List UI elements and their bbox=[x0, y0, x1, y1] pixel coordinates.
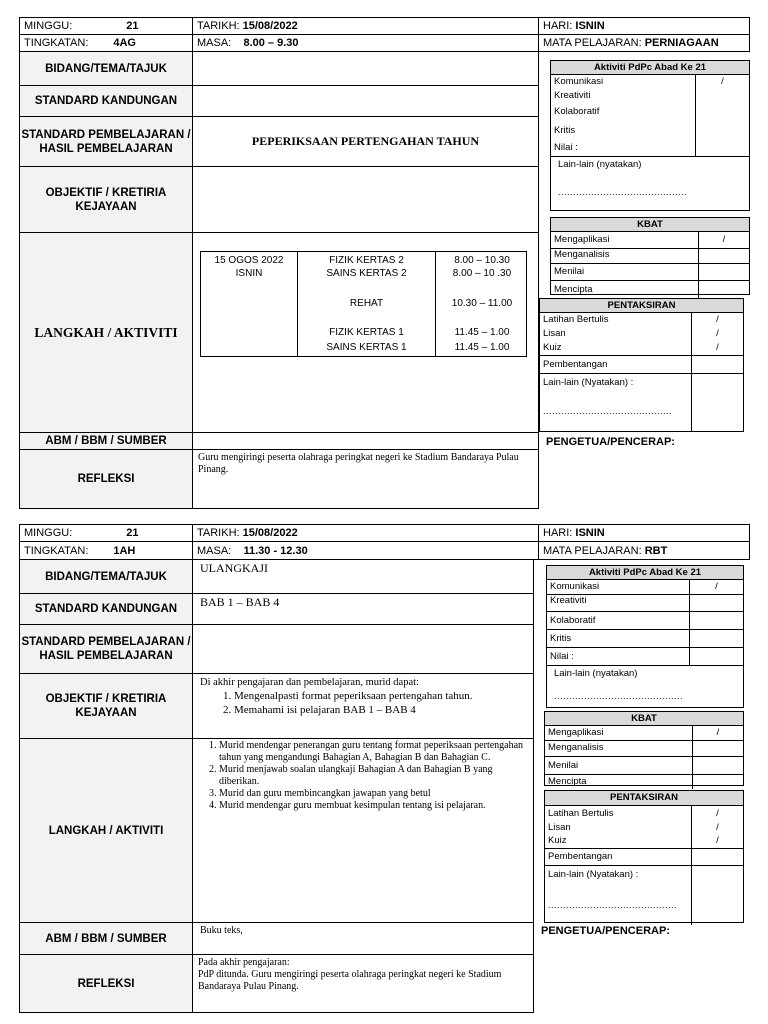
objektif-intro: Di akhir pengajaran dan pembelajaran, murid dapat: bbox=[200, 677, 419, 688]
masa-label: MASA: bbox=[197, 37, 232, 49]
langkah-label: LANGKAH / AKTIVITI bbox=[19, 738, 193, 923]
kbat-item: Mengaplikasi bbox=[548, 727, 604, 738]
objektif-label: OBJEKTIF / KRETIRIA KEJAYAAN bbox=[19, 673, 193, 739]
abad-dots: ........................................... bbox=[554, 691, 684, 701]
tingkatan-label: TINGKATAN: bbox=[24, 544, 89, 557]
tick-mark: / bbox=[698, 232, 749, 248]
tingkatan-label: TINGKATAN: bbox=[24, 37, 89, 49]
tick-mark: / bbox=[695, 75, 749, 89]
kbat-item: Menganalisis bbox=[554, 249, 610, 260]
minggu-cell bbox=[19, 524, 193, 542]
abad-item: Nilai : bbox=[554, 142, 578, 153]
exam-time: 10.30 – 11.00 bbox=[451, 298, 513, 309]
mata-label: MATA PELAJARAN: bbox=[543, 544, 642, 557]
minggu-cell bbox=[19, 17, 193, 35]
refleksi-content bbox=[192, 954, 534, 1013]
pentaksiran-title: PENTAKSIRAN bbox=[540, 299, 743, 313]
tarikh-value: 15/08/2022 bbox=[242, 527, 298, 539]
standard-kandungan-label: STANDARD KANDUNGAN bbox=[19, 593, 193, 625]
bidang-label: BIDANG/TEMA/TAJUK bbox=[19, 51, 193, 86]
exam-time: 8.00 – 10 .30 bbox=[452, 268, 512, 279]
abad-item: Kolaboratif bbox=[550, 615, 596, 626]
pengetua-label: PENGETUA/PENCERAP: bbox=[546, 436, 675, 448]
kbat-item: Menganalisis bbox=[548, 742, 604, 753]
exam-day: ISNIN bbox=[235, 268, 263, 279]
pentaksiran-item: Kuiz bbox=[543, 342, 562, 353]
refleksi-head: Pada akhir pengajaran: bbox=[198, 957, 290, 968]
exam-date: 15 OGOS 2022 bbox=[214, 255, 284, 266]
kbat-item: Mencipta bbox=[554, 284, 593, 295]
exam-time: 8.00 – 10.30 bbox=[454, 255, 510, 266]
minggu-label: MINGGU: bbox=[24, 527, 73, 539]
pentaksiran-item: Latihan Bertulis bbox=[548, 808, 614, 819]
tingkatan-value: 4AG bbox=[113, 37, 136, 49]
pentaksiran-dots: ........................................... bbox=[548, 900, 678, 910]
abm-label: ABM / BBM / SUMBER bbox=[19, 432, 193, 450]
standard-pembelajaran-label: STANDARD PEMBELAJARAN / HASIL PEMBELAJARAN bbox=[19, 624, 193, 674]
minggu-value: 21 bbox=[126, 527, 139, 539]
pentaksiran-item: Pembentangan bbox=[548, 851, 613, 862]
kbat-title: KBAT bbox=[551, 218, 749, 232]
standard-pembelajaran-label: STANDARD PEMBELAJARAN / HASIL PEMBELAJARAN bbox=[19, 116, 193, 167]
bidang-content: ULANGKAJI bbox=[192, 559, 534, 594]
pentaksiran-item: Lisan bbox=[548, 822, 571, 833]
pentaksiran-item: Lisan bbox=[543, 328, 566, 339]
abad-lain: Lain-lain (nyatakan) bbox=[558, 159, 642, 170]
hari-value: ISNIN bbox=[575, 527, 605, 539]
abm-content bbox=[192, 432, 539, 450]
objektif-item: 2. Memahami isi pelajaran BAB 1 – BAB 4 bbox=[234, 703, 526, 717]
kbat-box bbox=[550, 217, 750, 295]
pentaksiran-dots: ........................................... bbox=[543, 406, 673, 416]
tingkatan-value: 1AH bbox=[113, 544, 136, 557]
objektif-item: 1. Mengenalpasti format peperiksaan pertengahan tahun. bbox=[234, 689, 526, 703]
tingkatan-cell bbox=[19, 34, 193, 52]
standard-kandungan-label: STANDARD KANDUNGAN bbox=[19, 85, 193, 117]
abad-item: Kritis bbox=[550, 633, 572, 644]
abad-item: Kolaboratif bbox=[554, 106, 600, 117]
abad-21-box bbox=[546, 565, 744, 708]
tarikh-label: TARIKH: bbox=[197, 527, 240, 539]
pentaksiran-item: Latihan Bertulis bbox=[543, 314, 609, 325]
refleksi-label: REFLEKSI bbox=[19, 449, 193, 509]
hari-cell bbox=[538, 17, 750, 35]
abad-item: Kreativiti bbox=[554, 90, 591, 101]
standard-pembelajaran-content bbox=[192, 624, 534, 674]
langkah-item: 1. Murid mendengar penerangan guru tentang format peperiksaan pertengahan tahun yang mengandungi Bahagian A, Bahagian B dan Bahagian C. bbox=[219, 740, 529, 764]
objektif-content bbox=[192, 166, 539, 233]
abad-lain: Lain-lain (nyatakan) bbox=[554, 668, 638, 679]
refleksi-text: PdP ditunda. Guru mengiringi peserta olahraga peringkat negeri ke Stadium Bandaraya Pulau Pinang. bbox=[198, 969, 502, 992]
abad-item: Komunikasi bbox=[550, 581, 600, 592]
masa-cell bbox=[192, 34, 539, 52]
exam-paper: SAINS KERTAS 2 bbox=[326, 268, 407, 279]
exam-paper: FIZIK KERTAS 2 bbox=[329, 255, 404, 266]
pentaksiran-title: PENTAKSIRAN bbox=[545, 791, 743, 806]
abad-dots: ........................................... bbox=[558, 187, 688, 197]
kbat-title: KBAT bbox=[545, 712, 743, 726]
hari-label: HARI: bbox=[543, 20, 573, 32]
tarikh-value: 15/08/2022 bbox=[242, 20, 298, 32]
bidang-content bbox=[192, 51, 539, 86]
langkah-item: 4. Murid mendengar guru membuat kesimpulan tentang isi pelajaran. bbox=[219, 800, 529, 812]
mata-value: PERNIAGAAN bbox=[644, 37, 719, 49]
kbat-box bbox=[544, 711, 744, 786]
masa-cell bbox=[192, 541, 539, 560]
abad-item: Kreativiti bbox=[550, 595, 587, 606]
abad-item: Kritis bbox=[554, 125, 576, 136]
masa-value: 11.30 - 12.30 bbox=[243, 544, 308, 557]
hari-label: HARI: bbox=[543, 527, 573, 539]
exam-paper: REHAT bbox=[349, 298, 384, 309]
pengetua-label: PENGETUA/PENCERAP: bbox=[541, 925, 670, 937]
exam-paper: SAINS KERTAS 1 bbox=[326, 342, 407, 353]
langkah-content bbox=[192, 738, 534, 923]
tarikh-label: TARIKH: bbox=[197, 20, 240, 32]
abad-item: Nilai : bbox=[550, 651, 574, 662]
exam-paper: FIZIK KERTAS 1 bbox=[329, 327, 404, 338]
abm-label: ABM / BBM / SUMBER bbox=[19, 922, 193, 955]
tick-mark: / bbox=[691, 806, 743, 821]
masa-label: MASA: bbox=[197, 544, 232, 557]
exam-time: 11.45 – 1.00 bbox=[454, 342, 510, 353]
masa-value: 8.00 – 9.30 bbox=[243, 37, 299, 49]
hari-value: ISNIN bbox=[575, 20, 605, 32]
langkah-item: 3. Murid dan guru membincangkan jawapan yang betul bbox=[219, 788, 529, 800]
langkah-content bbox=[192, 232, 539, 433]
tick-mark: / bbox=[689, 580, 743, 594]
mata-label: MATA PELAJARAN: bbox=[543, 37, 642, 49]
pentaksiran-box bbox=[539, 298, 744, 432]
pentaksiran-item: Kuiz bbox=[548, 835, 567, 846]
bidang-label: BIDANG/TEMA/TAJUK bbox=[19, 559, 193, 594]
kbat-item: Mengaplikasi bbox=[554, 234, 610, 245]
mata-cell bbox=[538, 34, 750, 52]
objektif-content bbox=[192, 673, 534, 739]
tick-mark: / bbox=[692, 726, 743, 740]
tick-mark: / bbox=[691, 327, 743, 341]
kbat-item: Menilai bbox=[548, 760, 579, 771]
tarikh-cell bbox=[192, 17, 539, 35]
standard-pembelajaran-content: PEPERIKSAAN PERTENGAHAN TAHUN bbox=[192, 116, 539, 167]
kbat-item: Menilai bbox=[554, 266, 585, 277]
minggu-value: 21 bbox=[126, 20, 139, 32]
tick-mark: / bbox=[691, 313, 743, 327]
objektif-label: OBJEKTIF / KRETIRIA KEJAYAAN bbox=[19, 166, 193, 233]
mata-cell bbox=[538, 541, 750, 560]
tick-mark: / bbox=[691, 821, 743, 835]
abad-21-box bbox=[550, 60, 750, 211]
abad-21-title: Aktiviti PdPc Abad Ke 21 bbox=[547, 566, 743, 580]
tick-mark: / bbox=[691, 835, 743, 848]
refleksi-label: REFLEKSI bbox=[19, 954, 193, 1013]
langkah-label: LANGKAH / AKTIVITI bbox=[19, 232, 193, 433]
exam-schedule-table bbox=[200, 251, 527, 357]
abad-21-title: Aktiviti PdPc Abad Ke 21 bbox=[551, 61, 749, 75]
tingkatan-cell bbox=[19, 541, 193, 560]
pentaksiran-lain: Lain-lain (Nyatakan) : bbox=[548, 869, 639, 880]
pentaksiran-box bbox=[544, 790, 744, 923]
kbat-item: Mencipta bbox=[548, 776, 587, 787]
standard-kandungan-content: BAB 1 – BAB 4 bbox=[192, 593, 534, 625]
pentaksiran-lain: Lain-lain (Nyatakan) : bbox=[543, 377, 634, 388]
tarikh-cell bbox=[192, 524, 539, 542]
langkah-item: 2. Murid menjawab soalan ulangkaji Bahagian A dan Bahagian B yang diberikan. bbox=[219, 764, 529, 788]
standard-kandungan-content bbox=[192, 85, 539, 117]
abad-item: Komunikasi bbox=[554, 76, 604, 87]
refleksi-content: Guru mengiringi peserta olahraga peringkat negeri ke Stadium Bandaraya Pulau Pinang. bbox=[192, 449, 539, 509]
minggu-label: MINGGU: bbox=[24, 20, 73, 32]
exam-time: 11.45 – 1.00 bbox=[454, 327, 510, 338]
pentaksiran-item: Pembentangan bbox=[543, 359, 608, 370]
tick-mark: / bbox=[691, 341, 743, 355]
hari-cell bbox=[538, 524, 750, 542]
mata-value: RBT bbox=[644, 544, 668, 557]
abm-content: Buku teks, bbox=[192, 922, 534, 955]
